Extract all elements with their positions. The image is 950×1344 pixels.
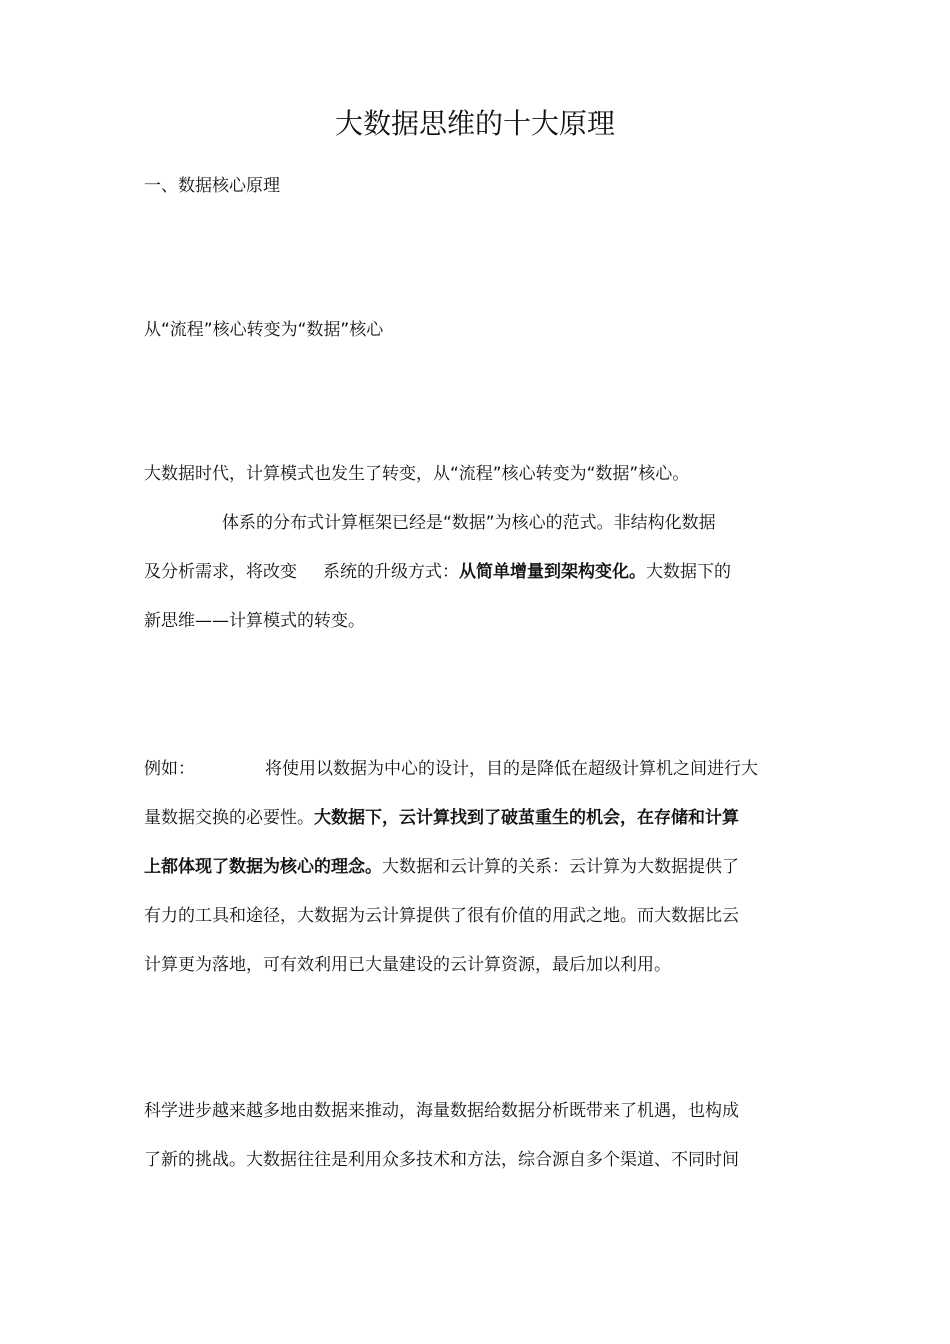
paragraph-line: 新思维——计算模式的转变。 [144,611,365,631]
paragraph-line [144,843,808,892]
paragraph-line [144,794,808,843]
bold-text-run: 大数据下，云计算找到了破茧重生的机会，在存储和计算 [314,808,739,828]
text-run: 系统的升级方式： [323,562,459,582]
paragraph-line: 有力的工具和途径，大数据为云计算提供了很有价值的用武之地。而大数据比云 [144,906,739,926]
text-run: 体系的分布式计算框架已经是“数据”为核心的范式。非结构化数据 [222,513,716,533]
bold-text-run: 从简单增量到架构变化。 [459,562,646,582]
document-title: 大数据思维的十大原理 [334,107,615,140]
text-run: 大数据下的 [646,562,731,582]
section-heading: 一、数据核心原理 [144,176,280,196]
paragraph-line: 了新的挑战。大数据往往是利用众多技术和方法，综合源自多个渠道、不同时间 [144,1150,739,1170]
text-run: 量数据交换的必要性。 [144,808,314,828]
bold-text-run: 上都体现了数据为核心的理念。 [144,857,382,877]
paragraph-line: 计算更为落地，可有效利用已大量建设的云计算资源，最后加以利用。 [144,955,671,975]
text-run: 将使用以数据为中心的设计，目的是降低在超级计算机之间进行大 [265,759,758,779]
paragraph-line: 科学进步越来越多地由数据来推动，海量数据给数据分析既带来了机遇，也构成 [144,1101,739,1121]
text-run: 及分析需求，将改变 [144,562,297,582]
subheading: 从“流程”核心转变为“数据”核心 [144,320,384,340]
paragraph-line [144,745,808,794]
paragraph-line [144,548,808,597]
paragraph-line: 大数据时代，计算模式也发生了转变，从“流程”核心转变为“数据”核心。 [144,464,690,484]
text-run: 例如： [144,759,195,779]
paragraph-3 [144,1087,808,1185]
text-run: 大数据和云计算的关系：云计算为大数据提供了 [382,857,739,877]
paragraph-2 [144,745,808,990]
paragraph-line [144,499,808,548]
paragraph-1 [144,450,808,646]
